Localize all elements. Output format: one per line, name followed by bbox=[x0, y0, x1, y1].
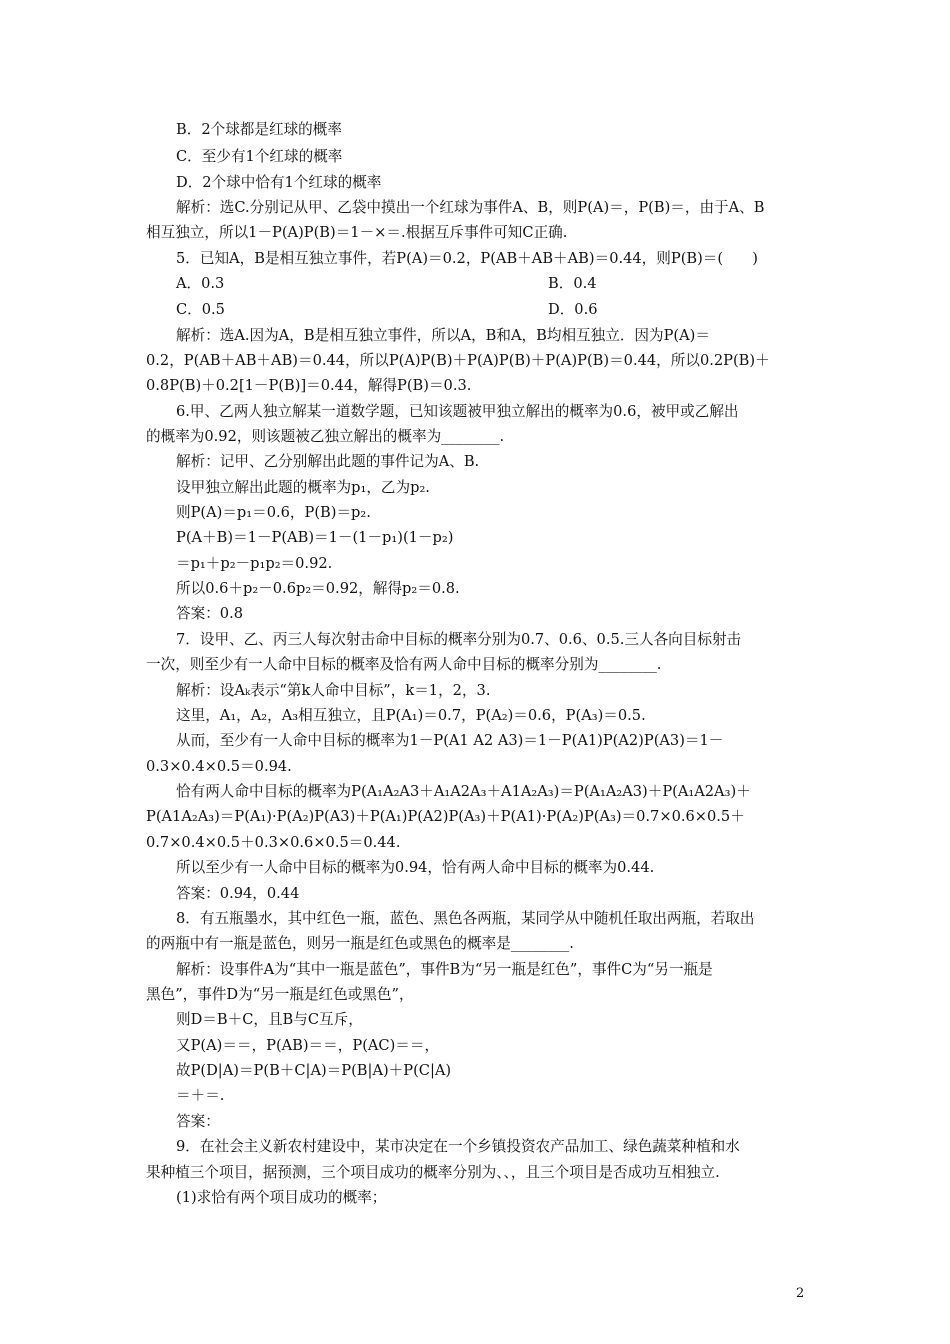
text-line: ＝＋＝. bbox=[176, 1087, 225, 1104]
text-line: 从而，至少有一人命中目标的概率为1－P(A1 A2 A3)＝1－P(A1)P(A2)P(A3)＝1－ bbox=[176, 732, 724, 749]
text-line: P(A1A₂A₃)＝P(A₁)·P(A₂)P(A3)＋P(A₁)P(A2)P(A₃)＋P(A1)·P(A₂)P(A₃)＝0.7×0.6×0.5＋ bbox=[146, 808, 745, 825]
text-line: 所以至少有一人命中目标的概率为0.94，恰有两人命中目标的概率为0.44. bbox=[176, 859, 655, 876]
text-line: 解析：记甲、乙分别解出此题的事件记为A、B. bbox=[176, 453, 480, 470]
text-line: 则P(A)＝p₁＝0.6，P(B)＝p₂. bbox=[176, 504, 371, 521]
text-line: 0.2，P(AB＋AB＋AB)＝0.44，所以P(A)P(B)＋P(A)P(B)＋P(A)P(B)＝0.44，所以0.2P(B)＋ bbox=[146, 352, 770, 369]
text-line: 解析：选C.分别记从甲、乙袋中摸出一个红球为事件A、B，则P(A)＝，P(B)＝，由于A、B bbox=[176, 199, 765, 216]
text-line: A．0.3 bbox=[176, 275, 225, 292]
text-line: 答案： bbox=[176, 1113, 220, 1130]
text-line: 0.8P(B)＋0.2[1－P(B)]＝0.44，解得P(B)＝0.3. bbox=[146, 377, 472, 394]
text-line: 故P(D|A)＝P(B＋C|A)＝P(B|A)＋P(C|A) bbox=[176, 1062, 452, 1079]
text-line: 7．设甲、乙、丙三人每次射击命中目标的概率分别为0.7、0.6、0.5.三人各向目标射击 bbox=[176, 631, 742, 648]
text-line: 的两瓶中有一瓶是蓝色，则另一瓶是红色或黑色的概率是________. bbox=[146, 935, 574, 952]
text-line: 又P(A)＝＝，P(AB)＝＝，P(AC)＝＝， bbox=[176, 1037, 440, 1054]
text-line: 5．已知A，B是相互独立事件，若P(A)＝0.2，P(AB＋AB＋AB)＝0.44，则P(B)＝( ) bbox=[176, 250, 758, 267]
text-line: 答案：0.8 bbox=[176, 605, 243, 622]
text-line: 的概率为0.92，则该题被乙独立解出的概率为________. bbox=[146, 428, 505, 445]
text-line: 设甲独立解出此题的概率为p₁，乙为p₂. bbox=[176, 479, 430, 496]
text-line: (1)求恰有两个项目成功的概率； bbox=[176, 1189, 387, 1206]
text-line: 一次，则至少有一人命中目标的概率及恰有两人命中目标的概率分别为________. bbox=[146, 656, 662, 673]
text-line: 恰有两人命中目标的概率为P(A₁A₂A3＋A₁A2A₃＋A1A₂A₃)＝P(A₁A₂A3)＋P(A₁A2A₃)＋ bbox=[176, 783, 751, 800]
text-line: C．0.5 bbox=[176, 301, 225, 318]
text-line: 这里，A₁，A₂，A₃相互独立，且P(A₁)＝0.7，P(A₂)＝0.6，P(A₃)＝0.5. bbox=[176, 707, 646, 724]
text-line: 9．在社会主义新农村建设中，某市决定在一个乡镇投资农产品加工、绿色蔬菜种植和水 bbox=[176, 1138, 740, 1155]
text-line: 则D＝B＋C，且B与C互斥， bbox=[176, 1011, 363, 1028]
text-line: 黑色”，事件D为“另一瓶是红色或黑色”， bbox=[146, 986, 414, 1003]
text-line: 0.3×0.4×0.5＝0.94. bbox=[146, 758, 292, 775]
page-number: 2 bbox=[796, 1286, 805, 1301]
text-line: 解析：设事件A为“其中一瓶是蓝色”，事件B为“另一瓶是红色”，事件C为“另一瓶是 bbox=[176, 961, 713, 978]
text-line: 所以0.6＋p₂－0.6p₂＝0.92，解得p₂＝0.8. bbox=[176, 580, 460, 597]
text-line: B．2个球都是红球的概率 bbox=[176, 121, 342, 138]
text-line: 解析：选A.因为A，B是相互独立事件，所以A，B和A，B均相互独立．因为P(A)＝ bbox=[176, 327, 710, 344]
text-line: 果种植三个项目，据预测，三个项目成功的概率分别为、、，且三个项目是否成功互相独立. bbox=[146, 1164, 720, 1181]
text-line: 答案：0.94，0.44 bbox=[176, 885, 300, 902]
text-line: 0.7×0.4×0.5＋0.3×0.6×0.5＝0.44. bbox=[146, 834, 401, 851]
text-line: 解析：设Aₖ表示“第k人命中目标”，k＝1，2，3. bbox=[176, 682, 491, 699]
text-line: 6.甲、乙两人独立解某一道数学题，已知该题被甲独立解出的概率为0.6，被甲或乙解出 bbox=[176, 403, 739, 420]
text-line: ＝p₁＋p₂－p₁p₂＝0.92. bbox=[176, 555, 333, 572]
option-right: B．0.4 bbox=[548, 275, 597, 292]
text-line: P(A＋B)＝1－P(AB)＝1－(1－p₁)(1－p₂) bbox=[176, 529, 454, 546]
option-right: D．0.6 bbox=[548, 301, 598, 318]
text-line: 8．有五瓶墨水，其中红色一瓶，蓝色、黑色各两瓶，某同学从中随机任取出两瓶，若取出 bbox=[176, 910, 755, 927]
text-line: C．至少有1个红球的概率 bbox=[176, 148, 343, 165]
text-line: 相互独立，所以1－P(A)P(B)＝1－×＝.根据互斥事件可知C正确. bbox=[146, 224, 568, 241]
text-line: D．2个球中恰有1个红球的概率 bbox=[176, 174, 382, 191]
